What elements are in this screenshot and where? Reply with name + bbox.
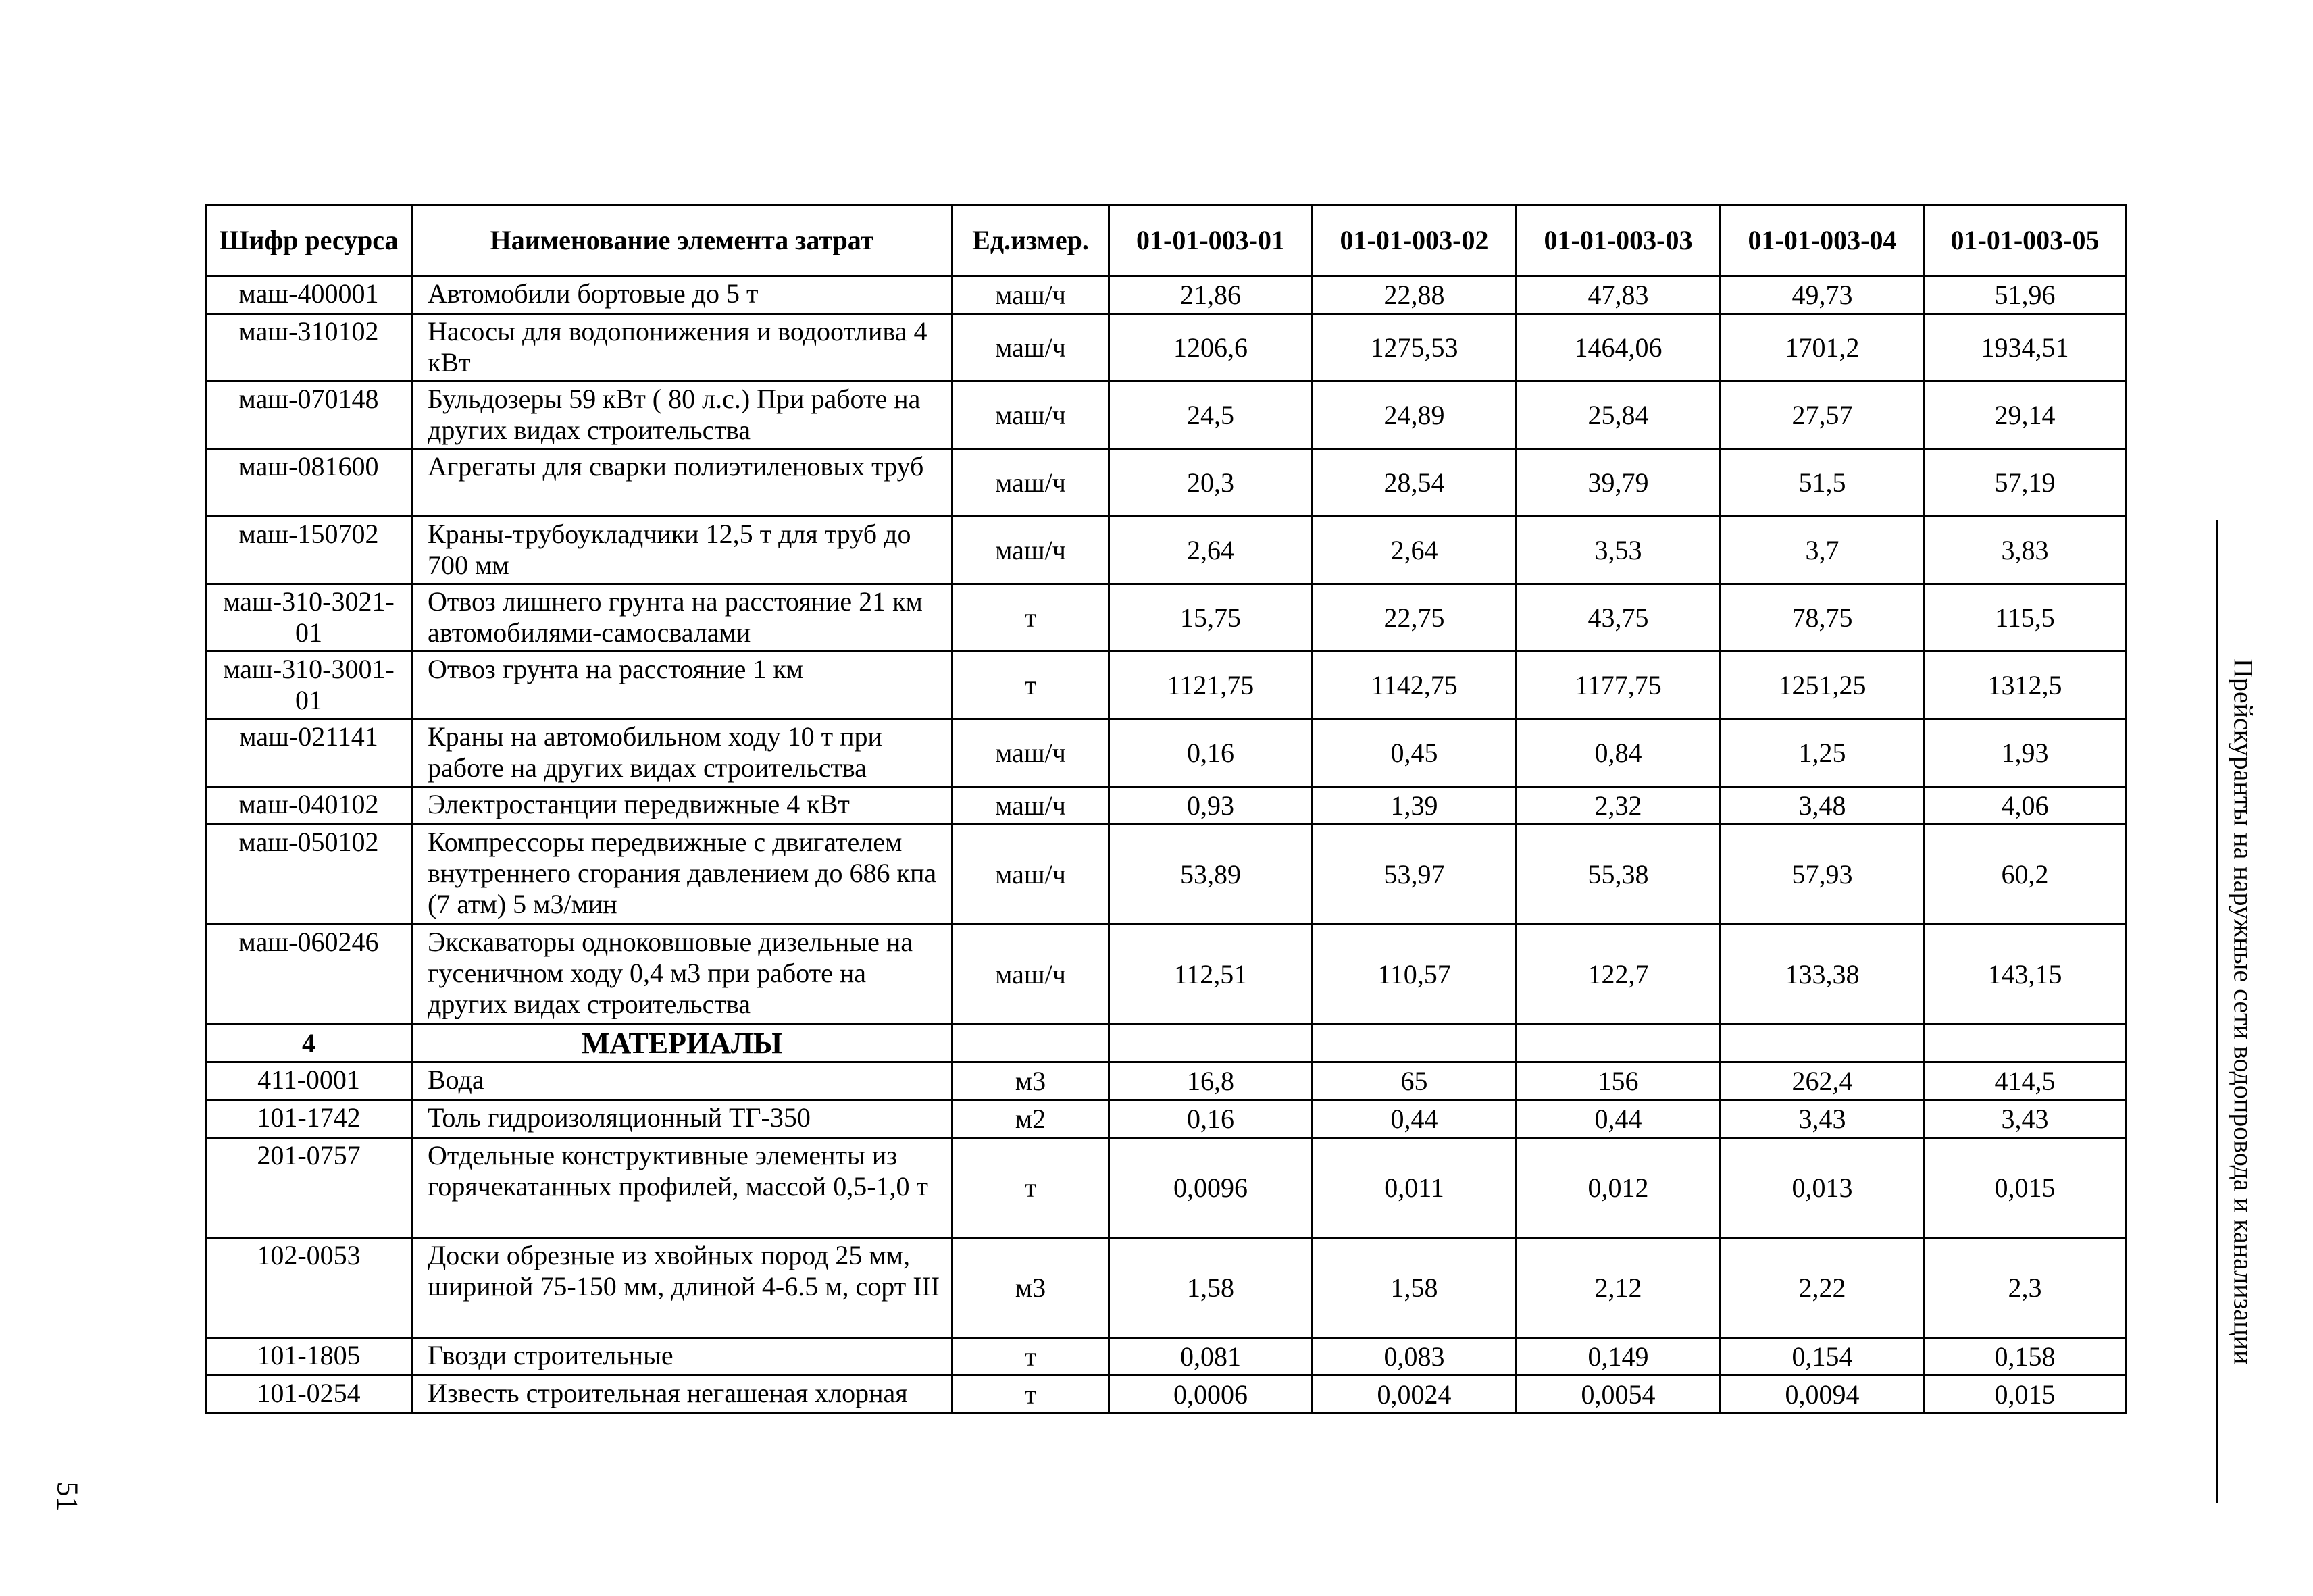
element-name: Агрегаты для сварки полиэтиленовых труб — [412, 449, 952, 517]
value-cell-4: 133,38 — [1721, 925, 1925, 1025]
resource-code: маш-310-3021-01 — [206, 584, 412, 652]
table-row — [206, 1238, 2126, 1338]
resource-code: 102-0053 — [206, 1238, 412, 1338]
value-cell-3: 1464,06 — [1517, 314, 1721, 382]
value-cell-5: 60,2 — [1925, 825, 2126, 925]
table-row — [206, 719, 2126, 787]
table-row — [206, 1338, 2126, 1376]
side-title-bar — [2216, 520, 2259, 1503]
value-cell-5: 51,96 — [1925, 276, 2126, 314]
value-cell-1: 0,93 — [1109, 787, 1313, 825]
element-name: Насосы для водопонижения и водоотлива 4 кВт — [412, 314, 952, 382]
value-cell-4: 0,154 — [1721, 1338, 1925, 1376]
value-cell-3: 2,12 — [1517, 1238, 1721, 1338]
resource-code: 201-0757 — [206, 1138, 412, 1238]
element-name: Автомобили бортовые до 5 т — [412, 276, 952, 314]
table-row — [206, 825, 2126, 925]
table-row — [206, 787, 2126, 825]
unit-of-measure: маш/ч — [952, 382, 1109, 449]
element-name: Отдельные конструктивные элементы из горячекатанных профилей, массой 0,5-1,0 т — [412, 1138, 952, 1238]
resource-code: маш-310102 — [206, 314, 412, 382]
element-name: Известь строительная негашеная хлорная — [412, 1376, 952, 1414]
value-cell-4: 1251,25 — [1721, 652, 1925, 719]
unit-of-measure: маш/ч — [952, 276, 1109, 314]
value-cell-1: 0,0006 — [1109, 1376, 1313, 1414]
element-name: Краны на автомобильном ходу 10 т при работе на других видах строительства — [412, 719, 952, 787]
empty-cell — [1313, 1025, 1517, 1062]
unit-of-measure: т — [952, 1376, 1109, 1414]
side-title: Прейскуранты на наружные сети водопровода и канализации — [2228, 658, 2259, 1365]
value-cell-2: 0,0024 — [1313, 1376, 1517, 1414]
element-name: Краны-трубоукладчики 12,5 т для труб до 700 мм — [412, 517, 952, 584]
unit-of-measure: маш/ч — [952, 787, 1109, 825]
resource-code: маш-050102 — [206, 825, 412, 925]
header-col5: 01-01-003-05 — [1925, 205, 2126, 276]
element-name: Гвозди строительные — [412, 1338, 952, 1376]
resource-code: 101-1805 — [206, 1338, 412, 1376]
value-cell-1: 1121,75 — [1109, 652, 1313, 719]
value-cell-3: 1177,75 — [1517, 652, 1721, 719]
header-row — [206, 205, 2126, 276]
value-cell-1: 21,86 — [1109, 276, 1313, 314]
value-cell-4: 3,43 — [1721, 1100, 1925, 1138]
value-cell-3: 47,83 — [1517, 276, 1721, 314]
table-header — [206, 205, 2126, 276]
page-number: 51 — [51, 1481, 84, 1511]
value-cell-2: 53,97 — [1313, 825, 1517, 925]
value-cell-5: 414,5 — [1925, 1062, 2126, 1100]
value-cell-3: 0,012 — [1517, 1138, 1721, 1238]
value-cell-3: 0,44 — [1517, 1100, 1721, 1138]
element-name: Экскаваторы одноковшовые дизельные на гусеничном ходу 0,4 м3 при работе на других видах строительства — [412, 925, 952, 1025]
element-name: Электростанции передвижные 4 кВт — [412, 787, 952, 825]
value-cell-1: 20,3 — [1109, 449, 1313, 517]
header-col4: 01-01-003-04 — [1721, 205, 1925, 276]
value-cell-3: 55,38 — [1517, 825, 1721, 925]
value-cell-5: 1,93 — [1925, 719, 2126, 787]
resource-code: маш-081600 — [206, 449, 412, 517]
empty-cell — [1109, 1025, 1313, 1062]
table-body — [206, 276, 2126, 1414]
resource-code: маш-150702 — [206, 517, 412, 584]
value-cell-2: 28,54 — [1313, 449, 1517, 517]
unit-of-measure: т — [952, 1338, 1109, 1376]
value-cell-2: 0,44 — [1313, 1100, 1517, 1138]
value-cell-1: 0,0096 — [1109, 1138, 1313, 1238]
resource-code: 411-0001 — [206, 1062, 412, 1100]
value-cell-3: 0,84 — [1517, 719, 1721, 787]
table-row — [206, 382, 2126, 449]
value-cell-3: 0,0054 — [1517, 1376, 1721, 1414]
value-cell-5: 115,5 — [1925, 584, 2126, 652]
element-name: Вода — [412, 1062, 952, 1100]
value-cell-4: 49,73 — [1721, 276, 1925, 314]
value-cell-1: 53,89 — [1109, 825, 1313, 925]
unit-of-measure: т — [952, 652, 1109, 719]
empty-cell — [1925, 1025, 2126, 1062]
value-cell-5: 0,015 — [1925, 1376, 2126, 1414]
resource-code: маш-070148 — [206, 382, 412, 449]
value-cell-2: 24,89 — [1313, 382, 1517, 449]
value-cell-4: 78,75 — [1721, 584, 1925, 652]
element-name: Отвоз лишнего грунта на расстояние 21 км автомобилями-самосвалами — [412, 584, 952, 652]
value-cell-4: 57,93 — [1721, 825, 1925, 925]
resource-code: маш-040102 — [206, 787, 412, 825]
value-cell-3: 0,149 — [1517, 1338, 1721, 1376]
empty-cell — [1517, 1025, 1721, 1062]
resource-code: маш-060246 — [206, 925, 412, 1025]
value-cell-2: 22,88 — [1313, 276, 1517, 314]
value-cell-5: 0,015 — [1925, 1138, 2126, 1238]
unit-of-measure: м3 — [952, 1062, 1109, 1100]
table-row — [206, 925, 2126, 1025]
value-cell-1: 2,64 — [1109, 517, 1313, 584]
value-cell-2: 0,083 — [1313, 1338, 1517, 1376]
value-cell-4: 3,48 — [1721, 787, 1925, 825]
unit-of-measure: т — [952, 1138, 1109, 1238]
value-cell-1: 15,75 — [1109, 584, 1313, 652]
unit-of-measure: маш/ч — [952, 825, 1109, 925]
value-cell-5: 57,19 — [1925, 449, 2126, 517]
value-cell-3: 3,53 — [1517, 517, 1721, 584]
section-row — [206, 1025, 2126, 1062]
value-cell-3: 156 — [1517, 1062, 1721, 1100]
header-unit: Ед.измер. — [952, 205, 1109, 276]
unit-of-measure: маш/ч — [952, 719, 1109, 787]
value-cell-2: 0,011 — [1313, 1138, 1517, 1238]
value-cell-5: 2,3 — [1925, 1238, 2126, 1338]
value-cell-2: 2,64 — [1313, 517, 1517, 584]
resource-code: маш-021141 — [206, 719, 412, 787]
section-number: 4 — [206, 1025, 412, 1062]
element-name: Толь гидроизоляционный ТГ-350 — [412, 1100, 952, 1138]
value-cell-3: 122,7 — [1517, 925, 1721, 1025]
header-col1: 01-01-003-01 — [1109, 205, 1313, 276]
value-cell-1: 112,51 — [1109, 925, 1313, 1025]
unit-of-measure: м3 — [952, 1238, 1109, 1338]
value-cell-5: 1934,51 — [1925, 314, 2126, 382]
unit-of-measure: маш/ч — [952, 449, 1109, 517]
value-cell-5: 143,15 — [1925, 925, 2126, 1025]
value-cell-4: 27,57 — [1721, 382, 1925, 449]
element-name: Бульдозеры 59 кВт ( 80 л.с.) При работе на других видах строительства — [412, 382, 952, 449]
unit-of-measure: маш/ч — [952, 517, 1109, 584]
table-row — [206, 1100, 2126, 1138]
resource-code: 101-0254 — [206, 1376, 412, 1414]
value-cell-1: 0,081 — [1109, 1338, 1313, 1376]
value-cell-1: 1,58 — [1109, 1238, 1313, 1338]
page-number-box — [47, 1466, 88, 1526]
empty-cell — [952, 1025, 1109, 1062]
table-row — [206, 1376, 2126, 1414]
value-cell-4: 1,25 — [1721, 719, 1925, 787]
value-cell-5: 1312,5 — [1925, 652, 2126, 719]
value-cell-4: 51,5 — [1721, 449, 1925, 517]
table-row — [206, 276, 2126, 314]
element-name: Компрессоры передвижные с двигателем внутреннего сгорания давлением до 686 кпа (7 атм) 5 м3/мин — [412, 825, 952, 925]
value-cell-4: 1701,2 — [1721, 314, 1925, 382]
value-cell-5: 29,14 — [1925, 382, 2126, 449]
resource-code: 101-1742 — [206, 1100, 412, 1138]
table-row — [206, 314, 2126, 382]
value-cell-5: 4,06 — [1925, 787, 2126, 825]
value-cell-1: 0,16 — [1109, 719, 1313, 787]
unit-of-measure: маш/ч — [952, 314, 1109, 382]
empty-cell — [1721, 1025, 1925, 1062]
value-cell-1: 24,5 — [1109, 382, 1313, 449]
unit-of-measure: м2 — [952, 1100, 1109, 1138]
table-row — [206, 1138, 2126, 1238]
value-cell-2: 1,58 — [1313, 1238, 1517, 1338]
table-row — [206, 449, 2126, 517]
header-col2: 01-01-003-02 — [1313, 205, 1517, 276]
value-cell-5: 3,43 — [1925, 1100, 2126, 1138]
cost-table — [205, 204, 2127, 1414]
table-row — [206, 1062, 2126, 1100]
resource-code: маш-310-3001-01 — [206, 652, 412, 719]
value-cell-2: 22,75 — [1313, 584, 1517, 652]
value-cell-4: 3,7 — [1721, 517, 1925, 584]
unit-of-measure: маш/ч — [952, 925, 1109, 1025]
element-name: Отвоз грунта на расстояние 1 км — [412, 652, 952, 719]
value-cell-4: 0,013 — [1721, 1138, 1925, 1238]
table-row — [206, 517, 2126, 584]
element-name: Доски обрезные из хвойных пород 25 мм, шириной 75-150 мм, длиной 4-6.5 м, сорт III — [412, 1238, 952, 1338]
header-code: Шифр ресурса — [206, 205, 412, 276]
value-cell-5: 3,83 — [1925, 517, 2126, 584]
value-cell-2: 110,57 — [1313, 925, 1517, 1025]
header-col3: 01-01-003-03 — [1517, 205, 1721, 276]
value-cell-2: 1,39 — [1313, 787, 1517, 825]
value-cell-5: 0,158 — [1925, 1338, 2126, 1376]
value-cell-2: 0,45 — [1313, 719, 1517, 787]
value-cell-3: 43,75 — [1517, 584, 1721, 652]
value-cell-4: 0,0094 — [1721, 1376, 1925, 1414]
table-row — [206, 652, 2126, 719]
value-cell-3: 2,32 — [1517, 787, 1721, 825]
value-cell-3: 25,84 — [1517, 382, 1721, 449]
value-cell-2: 1142,75 — [1313, 652, 1517, 719]
section-title: МАТЕРИАЛЫ — [412, 1025, 952, 1062]
resource-code: маш-400001 — [206, 276, 412, 314]
value-cell-1: 1206,6 — [1109, 314, 1313, 382]
value-cell-4: 2,22 — [1721, 1238, 1925, 1338]
value-cell-2: 1275,53 — [1313, 314, 1517, 382]
header-name: Наименование элемента затрат — [412, 205, 952, 276]
value-cell-4: 262,4 — [1721, 1062, 1925, 1100]
table-row — [206, 584, 2126, 652]
value-cell-3: 39,79 — [1517, 449, 1721, 517]
value-cell-2: 65 — [1313, 1062, 1517, 1100]
value-cell-1: 16,8 — [1109, 1062, 1313, 1100]
unit-of-measure: т — [952, 584, 1109, 652]
value-cell-1: 0,16 — [1109, 1100, 1313, 1138]
